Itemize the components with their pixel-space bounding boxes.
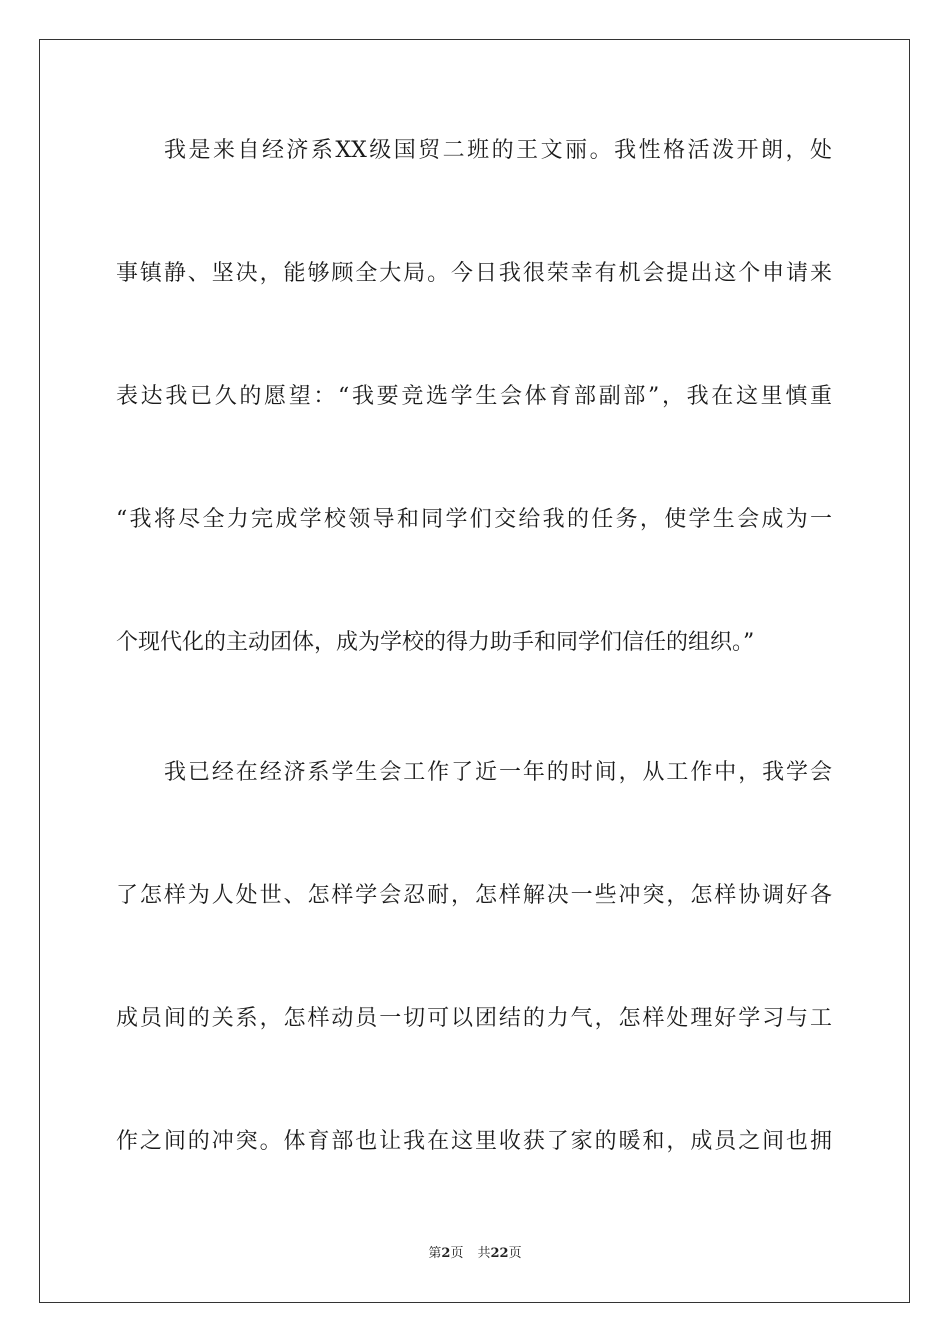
page-prefix: 第	[428, 1246, 442, 1261]
paragraph-1-line-1: 我是来自经济系XX级国贸二班的王文丽。我性格活泼开朗，处	[164, 138, 832, 163]
total-pages: 22	[490, 1246, 509, 1261]
paragraph-2-line-1: 我已经在经济系学生会工作了近一年的时间，从工作中，我学会	[164, 760, 832, 785]
paragraph-1-line-2: 事镇静、坚决，能够顾全大局。今日我很荣幸有机会提出这个申请来	[116, 261, 832, 286]
total-suffix: 页	[508, 1246, 522, 1261]
paragraph-1-line-3: 表达我已久的愿望：“我要竞选学生会体育部副部”，我在这里慎重	[116, 384, 832, 409]
paragraph-1-line-4: “我将尽全力完成学校领导和同学们交给我的任务，使学生会成为一	[116, 507, 832, 532]
paragraph-2-line-3: 成员间的关系，怎样动员一切可以团结的力气，怎样处理好学习与工	[116, 1006, 832, 1031]
page-number: 2	[441, 1246, 451, 1261]
paragraph-1-line-5: 个现代化的主动团体，成为学校的得力助手和同学们信任的组织。”	[116, 630, 755, 655]
page-suffix: 页	[450, 1246, 464, 1261]
page-footer	[0, 1245, 950, 1263]
total-prefix: 共	[477, 1246, 491, 1261]
paragraph-2-line-2: 了怎样为人处世、怎样学会忍耐，怎样解决一些冲突，怎样协调好各	[116, 883, 832, 908]
page-frame	[39, 39, 910, 1303]
paragraph-2-line-4: 作之间的冲突。体育部也让我在这里收获了家的暖和，成员之间也拥	[116, 1129, 832, 1154]
